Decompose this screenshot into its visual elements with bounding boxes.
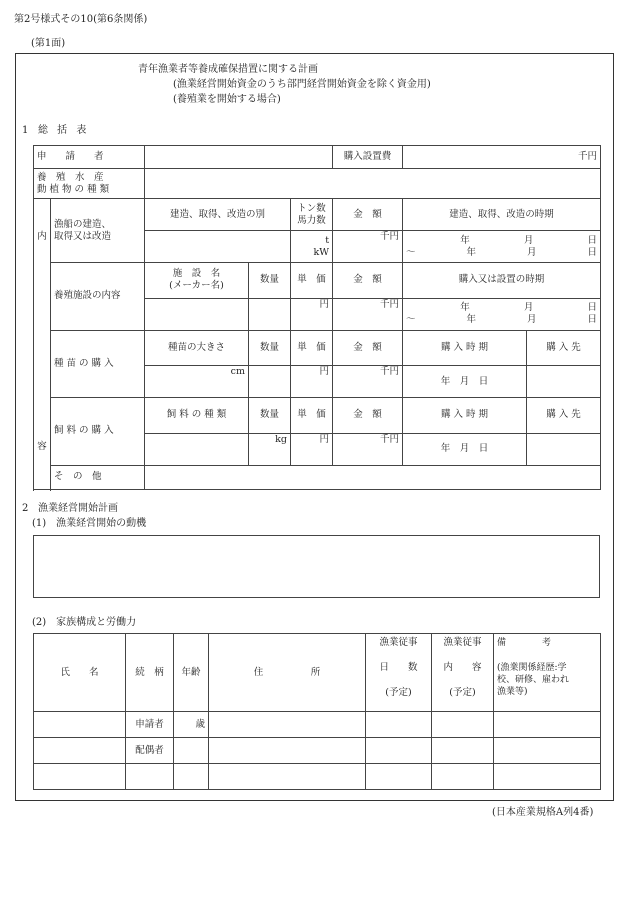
section2-sub2: (2) 家族構成と労働力 <box>32 617 137 628</box>
seedling-col-period: 購 入 時 期 <box>403 330 527 366</box>
row-spouse-content[interactable] <box>432 738 494 764</box>
motivation-box[interactable] <box>33 535 600 598</box>
facility-col-qty: 数量 <box>249 263 291 299</box>
other-value[interactable] <box>145 465 601 489</box>
applicant-label: 申 請 者 <box>34 146 145 169</box>
vessel-col-type: 建造、取得、改造の別 <box>145 199 291 231</box>
page-indicator: (第1面) <box>31 38 66 49</box>
row-other-relation[interactable] <box>126 764 174 790</box>
vessel-col-tonnage: トン数 馬力数 <box>291 199 333 231</box>
row-spouse-name[interactable] <box>34 738 126 764</box>
facility-col-unit-price: 単 価 <box>291 263 333 299</box>
col-age: 年齢 <box>174 634 209 712</box>
vessel-amount-value[interactable]: 千円 <box>333 231 403 263</box>
feed-col-kind: 飼 料 の 種 類 <box>145 398 249 434</box>
col-content: 漁業従事 内 容 (予定) <box>432 634 494 712</box>
row-other-address[interactable] <box>209 764 366 790</box>
feed-amount-value[interactable]: 千円 <box>333 433 403 465</box>
row-other-remarks[interactable] <box>494 764 601 790</box>
vessel-col-amount: 金 額 <box>333 199 403 231</box>
form-number: 第2号様式その10(第6条関係) <box>14 14 148 25</box>
seedling-supplier-value[interactable] <box>527 366 601 398</box>
feed-qty-value[interactable]: kg <box>249 433 291 465</box>
row-other-days[interactable] <box>366 764 432 790</box>
section2-sub1: (1) 漁業経営開始の動機 <box>32 518 147 529</box>
feed-col-unit-price: 単 価 <box>291 398 333 434</box>
row-spouse-age[interactable] <box>174 738 209 764</box>
feed-label: 飼 料 の 購 入 <box>51 398 145 466</box>
row-spouse-address[interactable] <box>209 738 366 764</box>
section2-heading: 漁業経営開始計画 <box>38 503 118 514</box>
section2-number: 2 <box>22 503 29 514</box>
row-applicant-name[interactable] <box>34 712 126 738</box>
purchase-cost-label: 購入設置費 <box>333 146 403 169</box>
seedling-col-qty: 数量 <box>249 330 291 366</box>
row-other-content[interactable] <box>432 764 494 790</box>
facility-name-value[interactable] <box>145 298 249 330</box>
page-subtitle: (漁業経営開始資金のうち部門経営開始資金を除く資金用) <box>173 79 431 90</box>
seedling-size-value[interactable]: cm <box>145 366 249 398</box>
feed-period-value[interactable]: 年 月 日 <box>403 433 527 465</box>
facility-unit-price-value[interactable]: 円 <box>291 298 333 330</box>
family-table <box>33 633 601 790</box>
facility-qty-value[interactable] <box>249 298 291 330</box>
row-spouse-remarks[interactable] <box>494 738 601 764</box>
row-applicant-days[interactable] <box>366 712 432 738</box>
feed-kind-value[interactable] <box>145 433 249 465</box>
row-applicant-address[interactable] <box>209 712 366 738</box>
col-relation: 続 柄 <box>126 634 174 712</box>
facility-amount-value[interactable]: 千円 <box>333 298 403 330</box>
row-applicant-relation: 申請者 <box>126 712 174 738</box>
facility-label: 養殖施設の内容 <box>51 263 145 331</box>
page-title: 青年漁業者等養成確保措置に関する計画 <box>138 64 318 75</box>
row-spouse-days[interactable] <box>366 738 432 764</box>
seedling-amount-value[interactable]: 千円 <box>333 366 403 398</box>
col-days: 漁業従事 日 数 (予定) <box>366 634 432 712</box>
row-other-age[interactable] <box>174 764 209 790</box>
seedling-qty-value[interactable] <box>249 366 291 398</box>
vessel-label: 漁船の建造、 取得又は改造 <box>51 199 145 263</box>
col-address: 住 所 <box>209 634 366 712</box>
row-other-name[interactable] <box>34 764 126 790</box>
vessel-tonnage-value[interactable]: t kW <box>291 231 333 263</box>
content-side-label: 内 容 <box>34 199 51 490</box>
other-label: そ の 他 <box>51 465 145 489</box>
seedling-col-size: 種苗の大きさ <box>145 330 249 366</box>
seedling-col-unit-price: 単 価 <box>291 330 333 366</box>
facility-period-value[interactable]: 年 月 日 ～ 年 月 日 <box>403 298 601 330</box>
summary-table <box>33 145 601 490</box>
row-applicant-age[interactable]: 歳 <box>174 712 209 738</box>
row-spouse-relation: 配偶者 <box>126 738 174 764</box>
seedling-label: 種 苗 の 購 入 <box>51 330 145 398</box>
purchase-cost-unit[interactable]: 千円 <box>403 146 601 169</box>
row-applicant-remarks[interactable] <box>494 712 601 738</box>
feed-col-period: 購 入 時 期 <box>403 398 527 434</box>
footer-note: (日本産業規格A列4番) <box>492 807 594 818</box>
applicant-value[interactable] <box>145 146 333 169</box>
species-label: 養 殖 水 産 動 植 物 の 種 類 <box>34 169 145 199</box>
feed-col-qty: 数量 <box>249 398 291 434</box>
table-row <box>34 764 601 790</box>
feed-supplier-value[interactable] <box>527 433 601 465</box>
seedling-unit-price-value[interactable]: 円 <box>291 366 333 398</box>
col-remarks: 備 考 (漁業関係経歴:学 校、研修、雇われ 漁業等) <box>494 634 601 712</box>
seedling-col-supplier: 購 入 先 <box>527 330 601 366</box>
vessel-col-period: 建造、取得、改造の時期 <box>403 199 601 231</box>
table-row <box>34 712 601 738</box>
row-applicant-content[interactable] <box>432 712 494 738</box>
section1-heading: 総 括 表 <box>38 125 90 136</box>
table-row <box>34 738 601 764</box>
facility-col-name: 施 設 名 (メーカー名) <box>145 263 249 299</box>
seedling-period-value[interactable]: 年 月 日 <box>403 366 527 398</box>
feed-unit-price-value[interactable]: 円 <box>291 433 333 465</box>
page-subtitle-2: (養殖業を開始する場合) <box>173 94 281 105</box>
facility-col-amount: 金 額 <box>333 263 403 299</box>
seedling-col-amount: 金 額 <box>333 330 403 366</box>
facility-col-period: 購入又は設置の時期 <box>403 263 601 299</box>
col-name: 氏 名 <box>34 634 126 712</box>
vessel-period-value[interactable]: 年 月 日 ～ 年 月 日 <box>403 231 601 263</box>
feed-col-supplier: 購 入 先 <box>527 398 601 434</box>
species-value[interactable] <box>145 169 601 199</box>
section1-number: 1 <box>22 125 29 136</box>
feed-col-amount: 金 額 <box>333 398 403 434</box>
vessel-type-value[interactable] <box>145 231 291 263</box>
